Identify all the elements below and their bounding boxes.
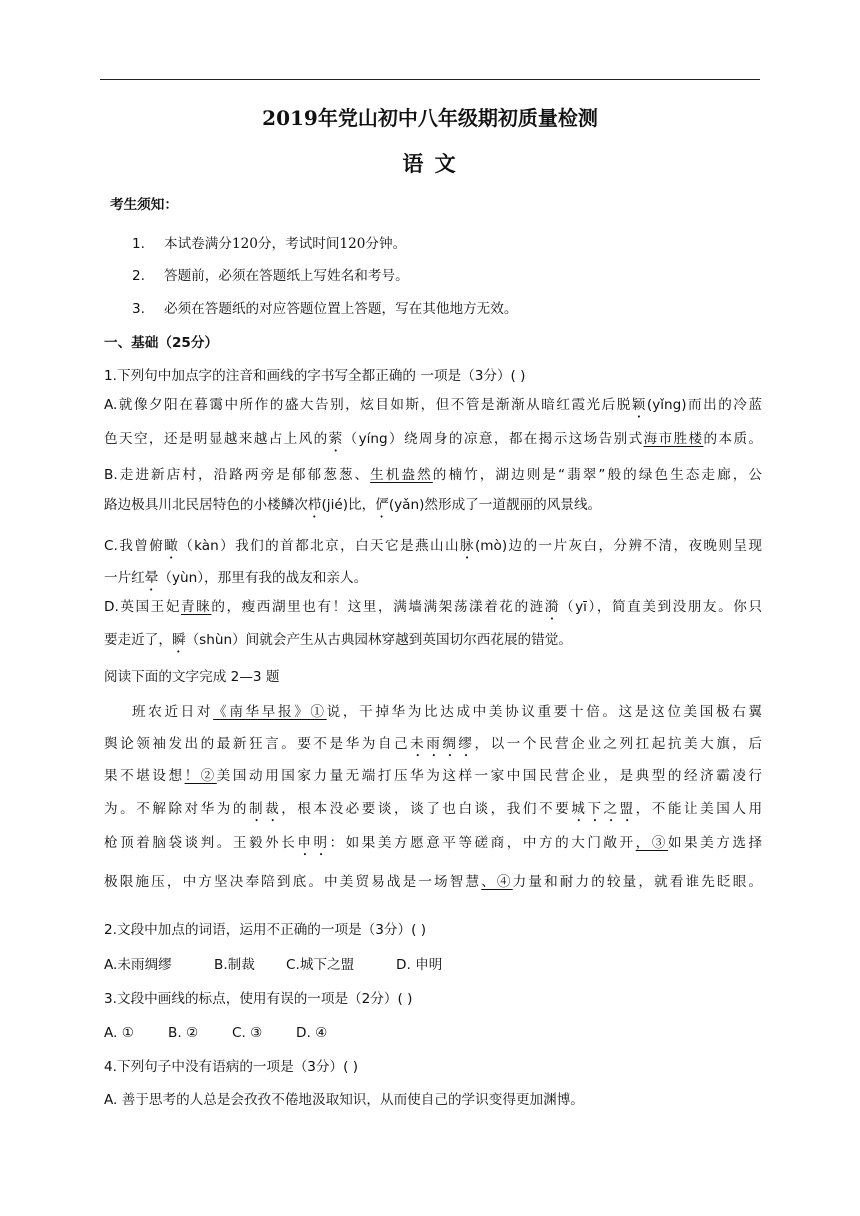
option: D. ④ bbox=[296, 1025, 328, 1041]
text-run: 极限施压，中方坚决奉陪到底。中美贸易战是一场智慧 bbox=[104, 874, 482, 890]
dotted-word: 城下之盟 bbox=[571, 801, 636, 817]
passage-line bbox=[104, 799, 762, 825]
text-run: ，不能让美国人用 bbox=[635, 801, 763, 817]
text-run: （kàn）我们的首都北京，白天它是燕山山 bbox=[179, 538, 460, 554]
notice-item-number: 1. bbox=[132, 236, 145, 252]
passage-line bbox=[104, 734, 762, 760]
underlined-punct: ，③ bbox=[635, 835, 668, 851]
text-run: 美国动用国家力量无端打压华为这样一家中国民营企业，是典型的经济霸凌行 bbox=[216, 768, 763, 784]
text-run: 的楠竹，湖边则是“翡翠”般的绿色生态走廊，公 bbox=[432, 467, 763, 483]
text-run: （yùn），那里有我的战友和亲人。 bbox=[158, 570, 368, 586]
text-run: （yī），简直美到没朋友。你只 bbox=[559, 599, 763, 615]
underlined-punct: 、④ bbox=[481, 874, 513, 890]
text-run: 说，干掉华为比达成中美协议重要十倍。这是这位美国极右翼 bbox=[326, 704, 763, 720]
option: A. ① bbox=[104, 1025, 134, 1041]
section-heading: 一、基础（25分） bbox=[104, 335, 219, 351]
question-3-options bbox=[104, 1023, 762, 1043]
exam-title: 2019年党山初中八年级期初质量检测 bbox=[262, 106, 598, 130]
passage-line bbox=[132, 702, 762, 722]
underlined-word: 生机盎然 bbox=[370, 467, 433, 483]
notice-item-text: 答题前，必须在答题纸上写姓名和考号。 bbox=[164, 268, 409, 284]
dotted-char: 瞰 bbox=[164, 538, 180, 554]
dotted-char: 脉 bbox=[460, 538, 475, 554]
text-run: ：如果美方愿意平等磋商，中方的大门敞开 bbox=[329, 835, 636, 851]
header-rule bbox=[100, 79, 760, 80]
text-run: 路边极具川北民居特色的小楼鳞次 bbox=[104, 497, 308, 513]
q1-option-c-line2 bbox=[104, 568, 762, 594]
dotted-word: 未雨绸缪 bbox=[410, 736, 475, 752]
notice-item bbox=[132, 232, 406, 252]
text-run: C.我曾俯 bbox=[104, 538, 165, 554]
text-run: (yǎn)然形成了一道靓丽的风景线。 bbox=[388, 497, 602, 513]
text-run: 果不堪设想 bbox=[104, 768, 185, 784]
text-run: B.走进新店村，沿路两旁是郁郁葱葱、 bbox=[104, 467, 371, 483]
notice-item bbox=[132, 264, 409, 284]
notice-item-number: 2. bbox=[132, 268, 145, 284]
notice-item-text: 本试卷满分120分，考试时间120分钟。 bbox=[164, 236, 407, 252]
text-run: ，根本没必要谈，谈了也白谈，我们不要 bbox=[281, 801, 572, 817]
q1-option-a-line2 bbox=[104, 429, 762, 455]
dotted-char: 栉 bbox=[307, 497, 322, 513]
text-run: 力量和耐力的较量，就看谁先眨眼。 bbox=[512, 874, 763, 890]
notice-item-text: 必须在答题纸的对应答题位置上答题，写在其他地方无效。 bbox=[164, 301, 518, 317]
dotted-char: 俨 bbox=[375, 497, 389, 513]
text-run: 舆论领袖发出的最新狂言。要不是华为自己 bbox=[104, 736, 411, 752]
passage-line bbox=[104, 766, 762, 786]
dotted-word: 制裁 bbox=[249, 801, 282, 817]
text-run: (jié)比， bbox=[321, 497, 376, 513]
text-run: （yíng）绕周身的凉意，都在揭示这场告别式 bbox=[343, 431, 644, 447]
text-run: （shùn）间就会产生从古典园林穿越到英国切尔西花展的错觉。 bbox=[185, 632, 572, 648]
text-run: 如果美方选择 bbox=[667, 835, 763, 851]
text-run: D.英国王妃 bbox=[104, 599, 181, 615]
dotted-word: 申明 bbox=[297, 835, 330, 851]
question-3-stem: 3.文段中画线的标点，使用有误的一项是（2分）( ) bbox=[104, 991, 413, 1007]
q1-option-b-line2 bbox=[104, 495, 762, 521]
text-run: ，以一个民营企业之列扛起抗美大旗，后 bbox=[474, 736, 763, 752]
question-4-stem: 4.下列句子中没有语病的一项是（3分）( ) bbox=[104, 1059, 359, 1075]
question-2-options bbox=[104, 955, 762, 975]
option: B. ② bbox=[168, 1025, 199, 1041]
text-run: 为。不解除对华为的 bbox=[104, 801, 249, 817]
dotted-char: 瞬 bbox=[171, 632, 186, 648]
text-run: A.就像夕阳在暮霭中所作的盛大告别，炫目如斯，但不管是渐渐从暗红霞光后脱 bbox=[104, 397, 632, 413]
text-run: 的本质。 bbox=[703, 431, 763, 447]
notice-item bbox=[132, 297, 517, 317]
text-run: 要走近了， bbox=[104, 632, 172, 648]
q1-option-c-line1 bbox=[104, 536, 762, 562]
question-4-option-a: A. 善于思考的人总是会孜孜不倦地汲取知识，从而使自己的学识变得更加渊博。 bbox=[104, 1092, 584, 1108]
question-1-stem: 1.下列句中加点字的注音和画线的字书写全都正确的 一项是（3分）( ) bbox=[104, 368, 526, 384]
option: D. 申明 bbox=[396, 957, 443, 973]
q1-option-a-line1 bbox=[104, 395, 762, 421]
underlined-word: 海市胜楼 bbox=[643, 431, 704, 447]
subject-title: 语 文 bbox=[402, 151, 458, 176]
dotted-char: 萦 bbox=[328, 431, 344, 447]
question-2-stem: 2.文段中加点的词语，运用不正确的一项是（3分）( ) bbox=[104, 922, 427, 938]
text-run: 班农近日对 bbox=[132, 704, 214, 720]
dotted-char: 晕 bbox=[144, 570, 159, 586]
dotted-char: 漪 bbox=[544, 599, 560, 615]
underlined-punct: ！② bbox=[184, 768, 217, 784]
option: C. ③ bbox=[232, 1025, 263, 1041]
q1-option-b-line1 bbox=[104, 465, 762, 485]
text-run: 枪顶着脑袋谈判。王毅外长 bbox=[104, 835, 298, 851]
text-run: 一片红 bbox=[104, 570, 145, 586]
passage-line bbox=[104, 872, 762, 892]
q1-option-d-line1 bbox=[104, 597, 762, 623]
passage-line bbox=[104, 833, 762, 859]
text-run: (mò)边的一片灰白，分辨不清，夜晚则呈现 bbox=[475, 538, 763, 554]
text-run: 的，瘦西湖里也有！这里，满墙满架荡漾着花的涟 bbox=[211, 599, 545, 615]
text-run: 色天空，还是明显越来越占上风的 bbox=[104, 431, 329, 447]
underlined-punct: 《南华早报》① bbox=[213, 704, 327, 720]
notice-heading: 考生须知： bbox=[110, 197, 178, 213]
underlined-word: 青睐 bbox=[180, 599, 212, 615]
q1-option-d-line2 bbox=[104, 630, 762, 656]
option: C.城下之盟 bbox=[286, 957, 355, 973]
option: B.制裁 bbox=[214, 957, 255, 973]
text-run: (yǐng)而出的冷蓝 bbox=[646, 397, 762, 413]
notice-item-number: 3. bbox=[132, 301, 145, 317]
passage-intro: 阅读下面的文字完成 2—3 题 bbox=[104, 669, 280, 685]
dotted-char: 颖 bbox=[631, 397, 647, 413]
option: A.未雨绸缪 bbox=[104, 957, 172, 973]
